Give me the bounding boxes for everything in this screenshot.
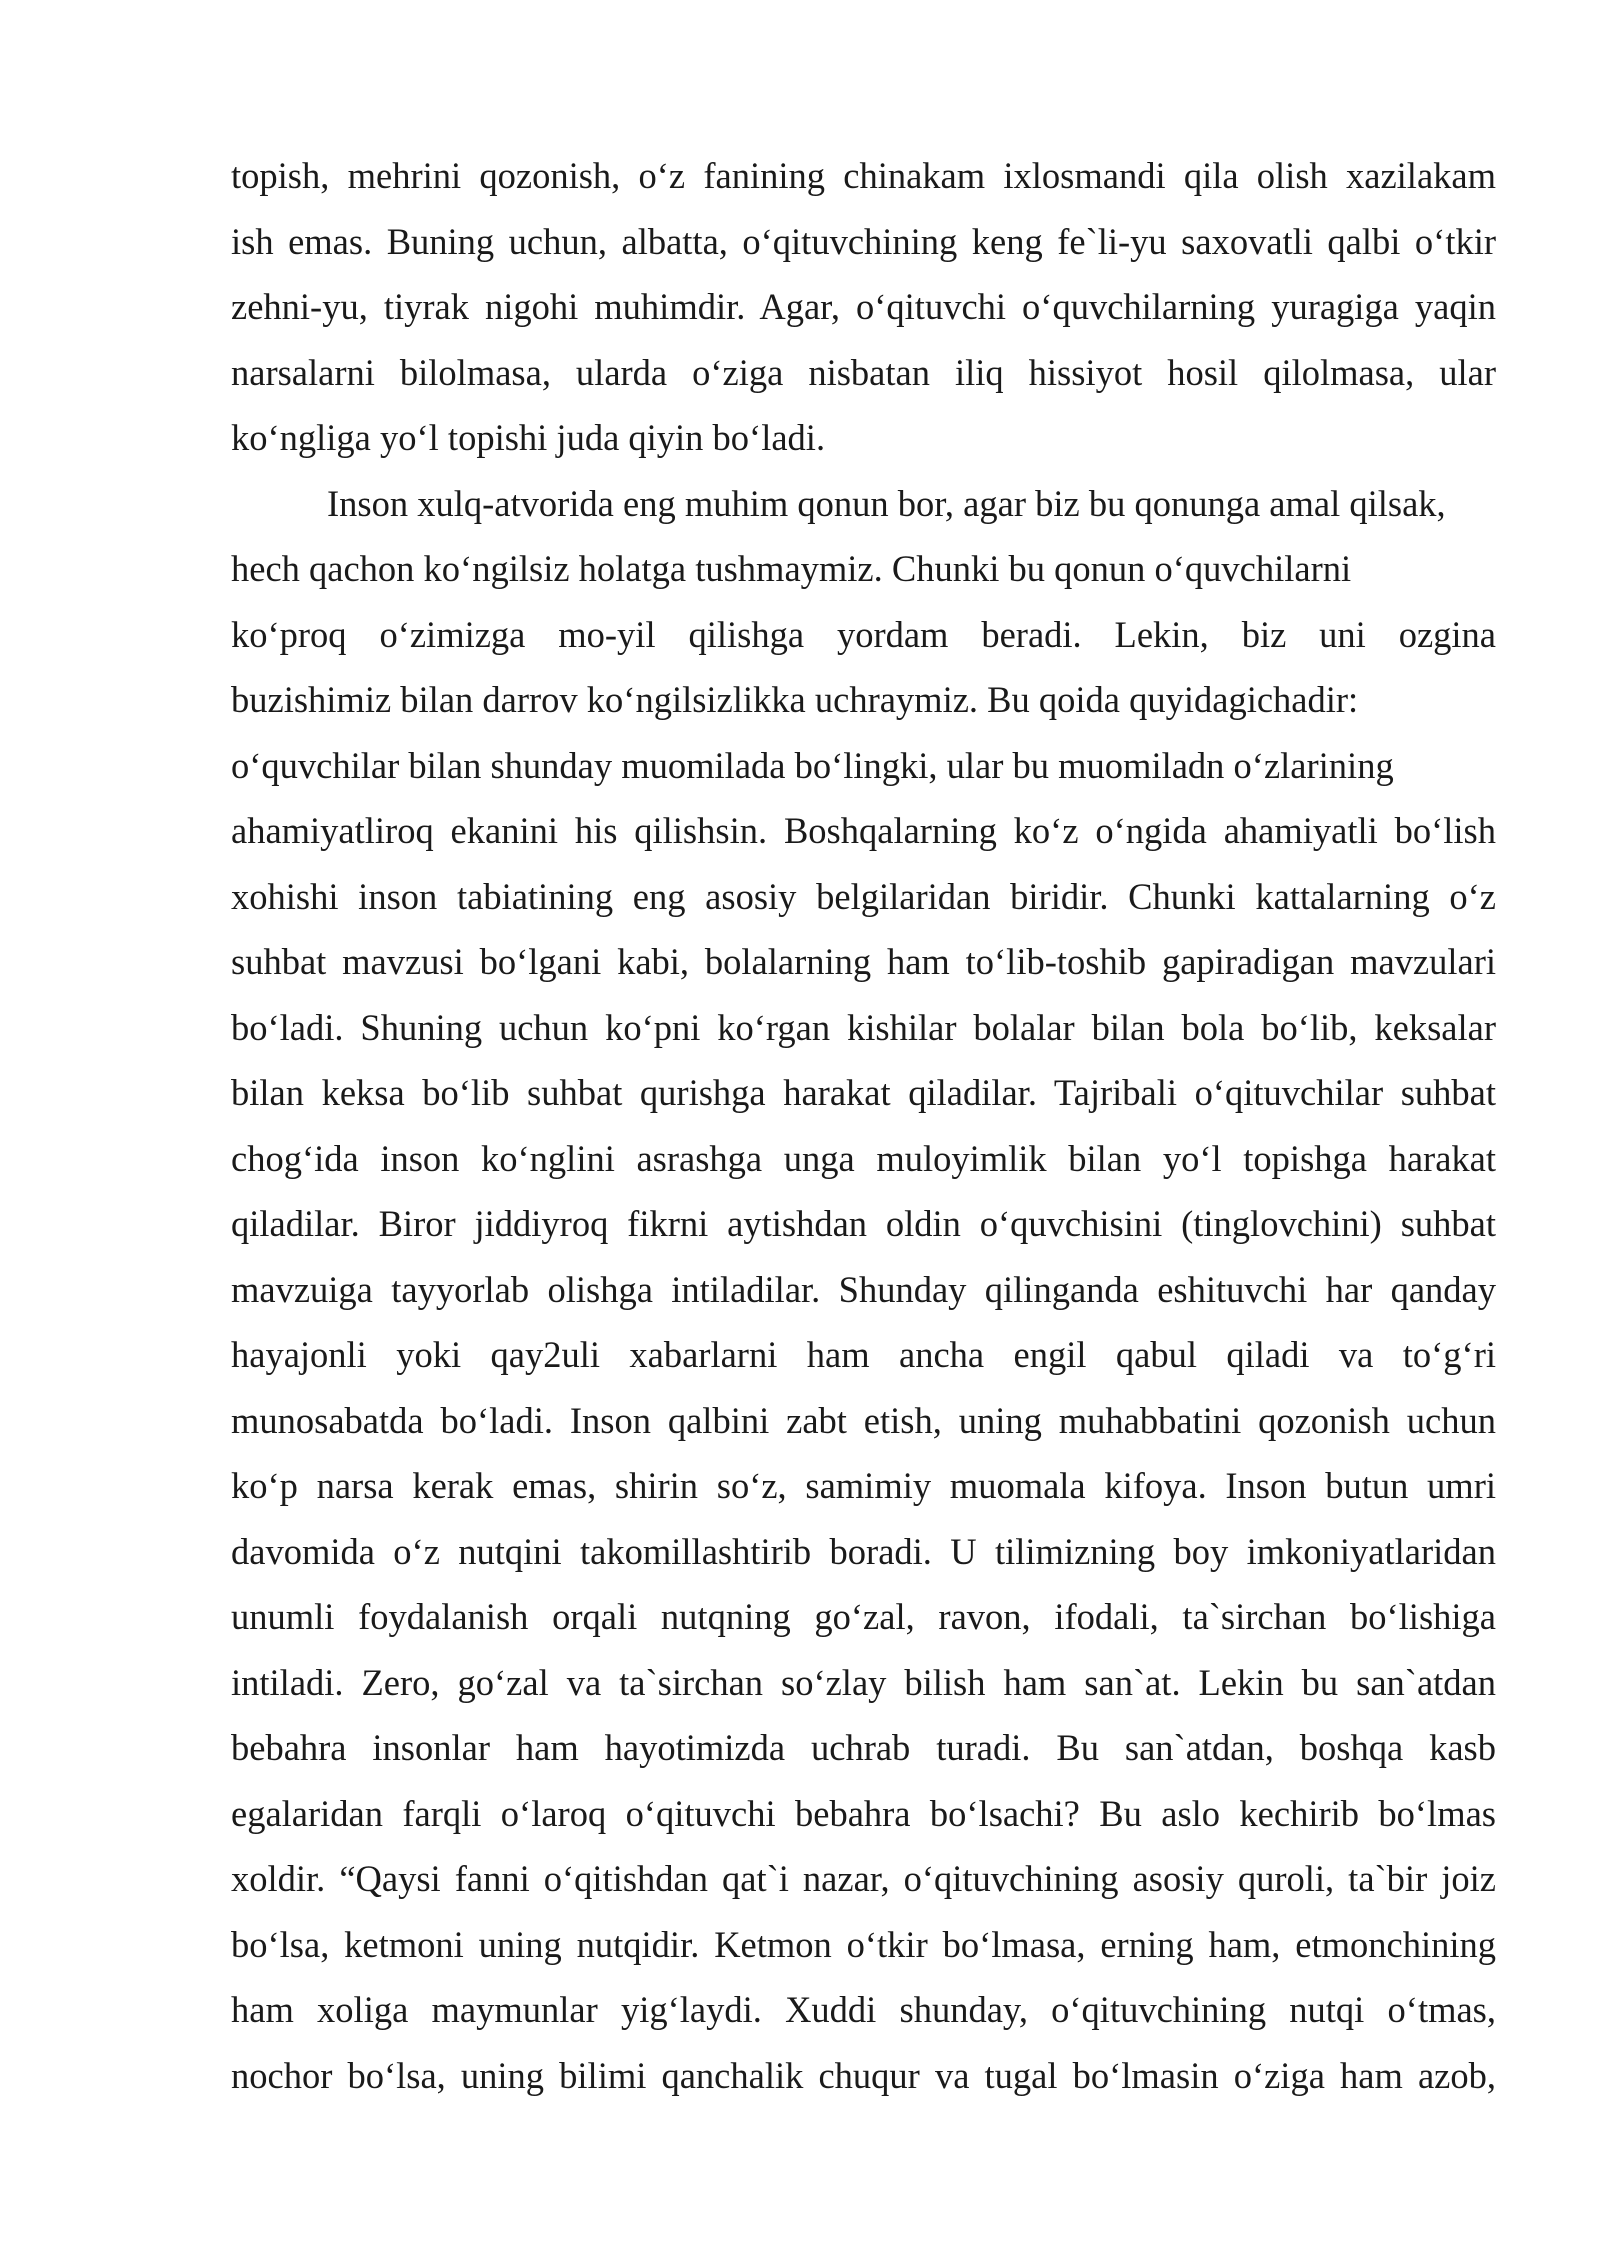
text-line: nochor bo‘lsa, uning bilimi qanchalik chuqur va tugal bo‘lmasin o‘ziga ham azob, [231, 2054, 1496, 2096]
text-line: hech qachon ko‘ngilsiz holatga tushmaymiz. Chunki bu qonun o‘quvchilarni [231, 548, 1352, 589]
paragraph-start-line: Inson xulq-atvorida eng muhim qonun bor, agar biz bu qonunga amal qilsak, [327, 482, 1446, 524]
text-line: qiladilar. Biror jiddiyroq fikrni aytishdan oldin o‘quvchisini (tinglovchini) suhbat [231, 1203, 1496, 1244]
text-line: narsalarni bilolmasa, ularda o‘ziga nisbatan iliq hissiyot hosil qilolmasa, ular [231, 351, 1496, 393]
text-line: topish, mehrini qozonish, o‘z fanining chinakam ixlosmandi qila olish xazilakam [231, 155, 1496, 196]
text-line: egalaridan farqli o‘laroq o‘qituvchi bebahra bo‘lsachi? Bu aslo kechirib bo‘lmas [231, 1792, 1496, 1834]
text-line: xoldir. “Qaysi fanni o‘qitishdan qat`i nazar, o‘qituvchining asosiy quroli, ta`bir joiz [231, 1858, 1496, 1899]
text-line: hayajonli yoki qay2uli xabarlarni ham ancha engil qabul qiladi va to‘g‘ri [231, 1334, 1496, 1375]
text-line: ko‘proq o‘zimizga mo-yil qilishga yordam beradi. Lekin, biz uni ozgina [231, 613, 1496, 655]
text-line: o‘quvchilar bilan shunday muomilada bo‘lingki, ular bu muomiladn o‘zlarining [231, 744, 1394, 786]
text-line: bebahra insonlar ham hayotimizda uchrab turadi. Bu san`atdan, boshqa kasb [231, 1727, 1496, 1768]
text-line: bo‘lsa, ketmoni uning nutqidir. Ketmon o‘tkir bo‘lmasa, erning ham, etmonchining [231, 1923, 1496, 1965]
text-line: ish emas. Buning uchun, albatta, o‘qituvchining keng fe`li-yu saxovatli qalbi o‘tkir [231, 220, 1496, 262]
body-text [231, 143, 1496, 2108]
text-line: chog‘ida inson ko‘nglini asrashga unga muloyimlik bilan yo‘l topishga harakat [231, 1137, 1496, 1179]
text-line: zehni-yu, tiyrak nigohi muhimdir. Agar, o‘qituvchi o‘quvchilarning yuragiga yaqin [231, 286, 1496, 327]
text-line: ham xoliga maymunlar yig‘laydi. Xuddi shunday, o‘qituvchining nutqi o‘tmas, [231, 1989, 1496, 2030]
text-line: bilan keksa bo‘lib suhbat qurishga harakat qiladilar. Tajribali o‘qituvchilar suhbat [231, 1072, 1496, 1113]
text-line: intiladi. Zero, go‘zal va ta`sirchan so‘zlay bilish ham san`at. Lekin bu san`atdan [231, 1661, 1496, 1703]
text-line: ko‘ngliga yo‘l topishi juda qiyin bo‘ladi. [231, 417, 826, 458]
text-line: buzishimiz bilan darrov ko‘ngilsizlikka uchraymiz. Bu qoida quyidagichadir: [231, 679, 1359, 720]
text-line: ahamiyatliroq ekanini his qilishsin. Boshqalarning ko‘z o‘ngida ahamiyatli bo‘lish [231, 810, 1496, 851]
text-line: suhbat mavzusi bo‘lgani kabi, bolalarning ham to‘lib-toshib gapiradigan mavzulari [231, 941, 1496, 982]
text-line: bo‘ladi. Shuning uchun ko‘pni ko‘rgan kishilar bolalar bilan bola bo‘lib, keksalar [231, 1006, 1496, 1048]
text-line: unumli foydalanish orqali nutqning go‘zal, ravon, ifodali, ta`sirchan bo‘lishiga [231, 1596, 1496, 1637]
text-line: munosabatda bo‘ladi. Inson qalbini zabt etish, uning muhabbatini qozonish uchun [231, 1399, 1496, 1441]
text-line: davomida o‘z nutqini takomillashtirib boradi. U tilimizning boy imkoniyatlaridan [231, 1530, 1496, 1572]
text-line: mavzuiga tayyorlab olishga intiladilar. Shunday qilinganda eshituvchi har qanday [231, 1268, 1496, 1310]
text-line: xohishi inson tabiatining eng asosiy belgilaridan biridir. Chunki kattalarning o‘z [231, 875, 1496, 917]
text-line: ko‘p narsa kerak emas, shirin so‘z, samimiy muomala kifoya. Inson butun umri [231, 1465, 1496, 1506]
